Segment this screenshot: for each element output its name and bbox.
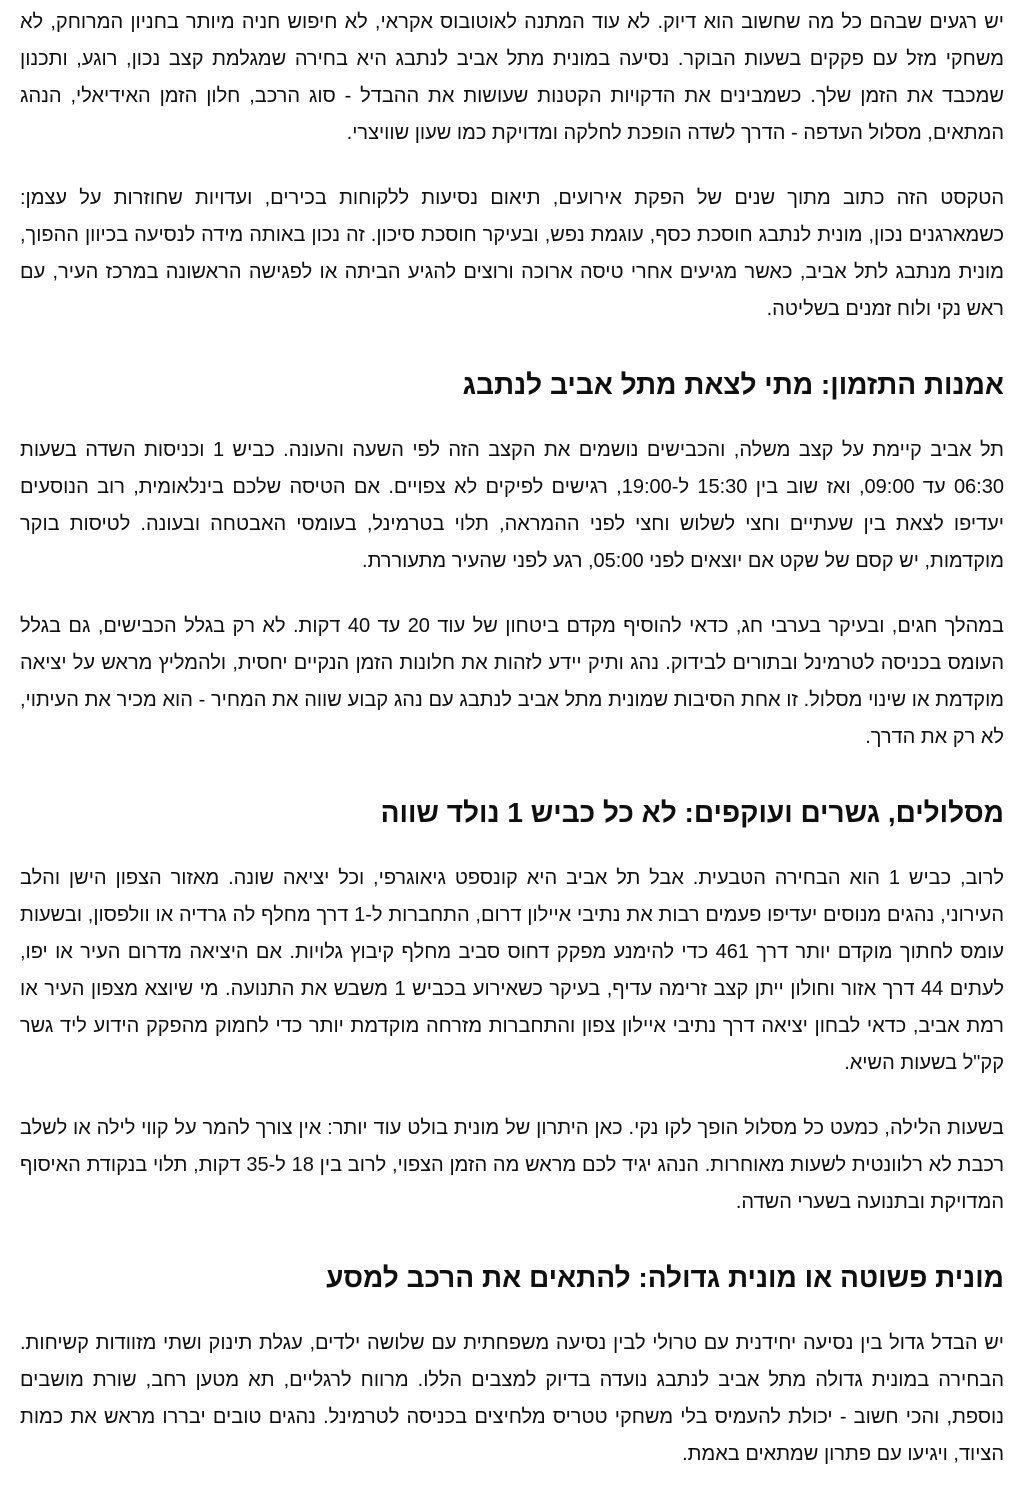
routes-paragraph-2: בשעות הלילה, כמעט כל מסלול הופך לקו נקי. כאן היתרון של מונית בולט עוד יותר: אין צורך להמר על קווי לילה או לשלב רכבת לא רלוונטית לשעות מאוחרות. הנהג יגיד לכם מראש מה הזמן הצפוי, לרוב בין 18 ל-35 דקות, תלוי בנקודת האיסוף המדויקת ובתנועה בשערי השדה. (20, 1117, 1005, 1213)
section-heading-vehicle: מונית פשוטה או מונית גדולה: להתאים את הרכב למסע (326, 1262, 1004, 1293)
context-paragraph: הטקסט הזה כתוב מתוך שנים של הפקת אירועים, תיאום נסיעות ללקוחות בכירים, ועדויות שחוזרות על עצמן: כשמארגנים נכון, מונית לנתבג חוסכת כסף, עוגמת נפש, ובעיקר חוסכת סיכון. זה נכון באותה מידה לנסיעה בכיוון ההפוך, מונית מנתבג לתל אביב, כאשר מגיעים אחרי טיסה ארוכה ורוצים להגיע הביתה או לפגישה הראשונה במרכז העיר, עם ראש נקי ולוח זמנים בשליטה. (20, 187, 1004, 320)
section-heading-routes: מסלולים, גשרים ועוקפים: לא כל כביש 1 נולד שווה (380, 797, 1004, 828)
routes-paragraph-1: לרוב, כביש 1 הוא הבחירה הטבעית. אבל תל אביב היא קונספט גיאוגרפי, וכל יציאה שונה. מאזור הצפון הישן והלב העירוני, נהגים מנוסים יעדיפו פעמים רבות את נתיבי איילון דרום, התחברות ל-1 דרך מחלף לה גרדיה או וולפסון, ובשעות עומס לחתוך מוקדם יותר דרך 461 כדי להימנע מפקק דחוס סביב מחלף קיבוץ גלויות. אם היציאה מדרום העיר או יפו, לעתים 44 דרך אזור וחולון ייתן קצב זרימה עדיף, בעיקר כשאירוע בכביש 1 משבש את התנועה. מי שיוצא מצפון העיר או רמת אביב, כדאי לבחון יציאה דרך נתיבי איילון צפון והתחברות מזרחה מוקדמת יותר כדי לחמוק מהפקק הידוע ליד גשר קק"ל בשעות השיא. (20, 867, 1004, 1074)
timing-paragraph-1: תל אביב קיימת על קצב משלה, והכבישים נושמים את הקצב הזה לפי השעה והעונה. כביש 1 וכניסות השדה בשעות 06:30 עד 09:00, ואז שוב בין 15:30 ל-19:00, רגישים לפיקים לא צפויים. אם הטיסה שלכם בינלאומית, רוב הנוסעים יעדיפו לצאת בין שעתיים וחצי לשלוש וחצי לפני ההמראה, תלוי בטרמינל, בעומסי האבטחה ובעונה. לטיסות בוקר מוקדמות, יש קסם של שקט אם יוצאים לפני 05:00, רגע לפני שהעיר מתעוררת. (20, 439, 1005, 572)
intro-paragraph: יש רגעים שבהם כל מה שחשוב הוא דיוק. לא עוד המתנה לאוטובוס אקראי, לא חיפוש חניה מיותר בחניון המרוחק, לא משחקי מזל עם פקקים בשעות הבוקר. נסיעה במונית מתל אביב לנתבג היא בחירה שמגלמת קצב נכון, רוגע, ותכנון שמכבד את הזמן שלך. כשמבינים את הדקויות הקטנות שעושות את ההבדל - סוג הרכב, חלון הזמן האידיאלי, הנהג המתאים, מסלול העדפה - הדרך לשדה הופכת לחלקה ומדויקת כמו שעון שוויצרי. (20, 11, 1004, 144)
section-heading-timing: אמנות התזמון: מתי לצאת מתל אביב לנתבג (462, 369, 1004, 400)
timing-paragraph-2: במהלך חגים, ובעיקר בערבי חג, כדאי להוסיף מקדם ביטחון של עוד 20 עד 40 דקות. לא רק בגלל הכבישים, גם בגלל העומס בכניסה לטרמינל ובתורים לבידוק. נהג ותיק יידע לזהות את חלונות הזמן הנקיים יחסית, ולהמליץ מראש על יציאה מוקדמת או שינוי מסלול. זו אחת הסיבות שמונית מתל אביב לנתבג עם נהג קבוע שווה את המחיר - הוא מכיר את העיתוי, לא רק את הדרך. (20, 615, 1005, 748)
vehicle-paragraph-1: יש הבדל גדול בין נסיעה יחידנית עם טרולי לבין נסיעה משפחתית עם שלושה ילדים, עגלת תינוק ושתי מזוודות קשיחות. הבחירה במונית גדולה מתל אביב לנתבג נועדה בדיוק למצבים הללו. מרווח לרגליים, תא מטען רחב, שורת מושבים נוספת, והכי חשוב - יכולת להעמיס בלי משחקי טטריס מלחיצים בכניסה לטרמינל. נהגים טובים יבררו מראש את כמות הציוד, ויגיעו עם פתרון שמתאים באמת. (20, 1332, 1004, 1465)
